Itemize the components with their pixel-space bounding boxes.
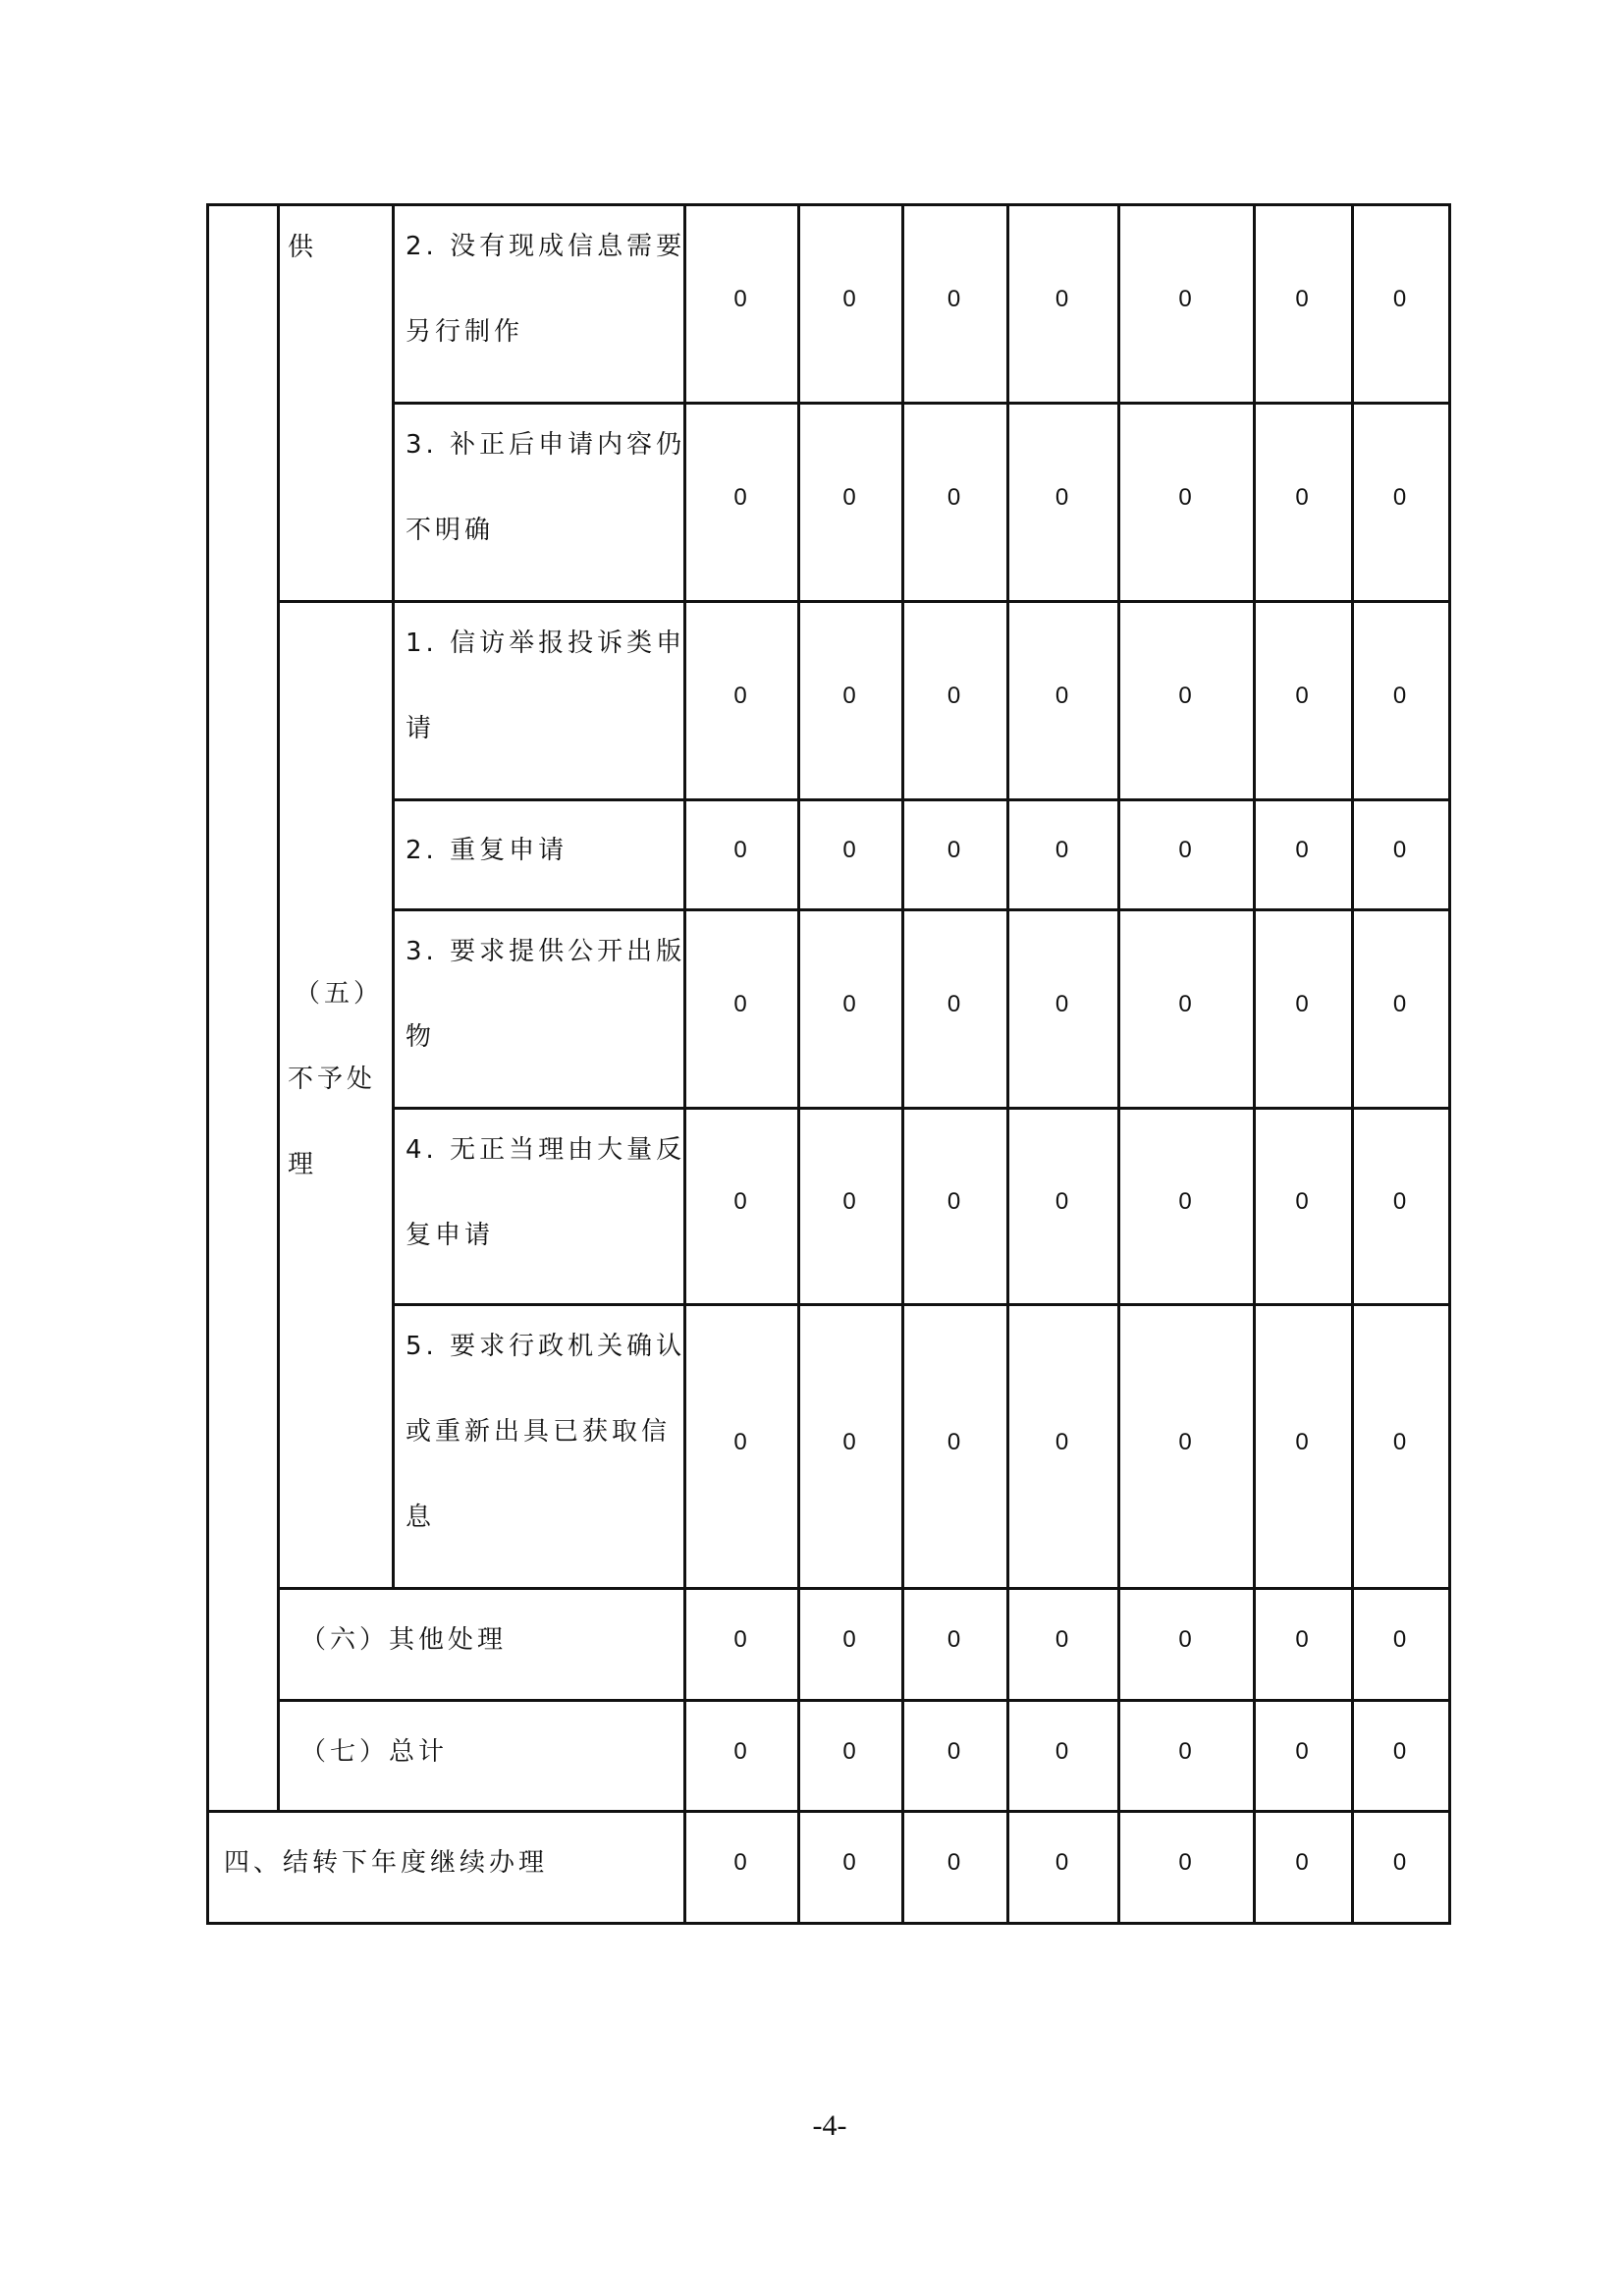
row-divider [277, 1699, 1448, 1702]
row-label: （七）总计 [300, 1736, 449, 1767]
table-cell-value: 0 [842, 683, 856, 709]
table-cell-value: 0 [1392, 1737, 1407, 1765]
table-cell-value: 0 [1392, 837, 1407, 863]
table-cell-value: 0 [947, 484, 961, 511]
group-label-not-processed: 理 [288, 1150, 318, 1179]
row-label: 物 [406, 1022, 436, 1052]
row-label: 四、结转下年度继续办理 [224, 1848, 549, 1878]
table-border-right [1448, 203, 1451, 1925]
table-cell-value: 0 [1178, 683, 1192, 709]
table-cell-value: 0 [1392, 286, 1407, 312]
table-cell-value: 0 [1295, 683, 1309, 709]
row-divider [392, 1303, 1448, 1306]
table-cell-value: 0 [1055, 286, 1069, 312]
table-cell-value: 0 [842, 1849, 856, 1876]
table-cell-value: 0 [947, 1428, 961, 1455]
table-cell-value: 0 [947, 837, 961, 863]
column-divider [1351, 203, 1354, 1922]
table-cell-value: 0 [842, 286, 856, 312]
column-divider [1006, 203, 1009, 1922]
table-cell-value: 0 [1178, 1626, 1192, 1653]
column-divider [901, 203, 904, 1922]
table-cell-value: 0 [1392, 484, 1407, 511]
table-cell-value: 0 [1178, 1737, 1192, 1765]
row-label: 息 [406, 1503, 436, 1532]
table-cell-value: 0 [842, 837, 856, 863]
row-label: 2. 重复申请 [406, 836, 568, 865]
table-cell-value: 0 [1178, 484, 1192, 511]
table-cell-value: 0 [842, 1428, 856, 1455]
row-label: 3. 补正后申请内容仍 [406, 430, 686, 460]
group-label-not-processed: 不予处 [288, 1065, 377, 1094]
table-cell-value: 0 [1295, 837, 1309, 863]
table-cell-value: 0 [1295, 484, 1309, 511]
table-cell-value: 0 [947, 1626, 961, 1653]
table-cell-value: 0 [947, 1188, 961, 1215]
table-cell-value: 0 [733, 837, 747, 863]
table-border-bottom [206, 1922, 1451, 1925]
table-cell-value: 0 [733, 1737, 747, 1765]
row-label: 1. 信访举报投诉类申 [406, 629, 686, 658]
row-label: 或重新出具已获取信 [406, 1417, 672, 1447]
table-cell-value: 0 [1295, 1428, 1309, 1455]
row-label: 3. 要求提供公开出版 [406, 937, 686, 966]
table-cell-value: 0 [733, 1626, 747, 1653]
row-label: 4. 无正当理由大量反 [406, 1135, 686, 1165]
table-cell-value: 0 [1392, 1849, 1407, 1876]
table-cell-value: 0 [1178, 991, 1192, 1017]
table-cell-value: 0 [1178, 1428, 1192, 1455]
row-divider [277, 1587, 1448, 1590]
row-divider [206, 1810, 1448, 1813]
table-cell-value: 0 [733, 1428, 747, 1455]
table-cell-value: 0 [1055, 991, 1069, 1017]
table-cell-value: 0 [1178, 286, 1192, 312]
group-label-not-processed: （五） [295, 979, 384, 1009]
table-cell-value: 0 [1392, 1626, 1407, 1653]
column-divider [683, 203, 686, 1922]
table-cell-value: 0 [947, 286, 961, 312]
table-cell-value: 0 [1178, 1849, 1192, 1876]
table-cell-value: 0 [1055, 1849, 1069, 1876]
table-cell-value: 0 [842, 991, 856, 1017]
table-cell-value: 0 [733, 1188, 747, 1215]
table-cell-value: 0 [842, 1626, 856, 1653]
table-cell-value: 0 [1178, 837, 1192, 863]
table-cell-value: 0 [1055, 1626, 1069, 1653]
table-cell-value: 0 [1055, 1188, 1069, 1215]
row-divider [392, 908, 1448, 911]
table-border-left [206, 203, 209, 1925]
table-cell-value: 0 [1055, 837, 1069, 863]
row-divider [392, 402, 1448, 405]
table-cell-value: 0 [947, 1849, 961, 1876]
group-label-provide: 供 [288, 233, 318, 262]
row-label: 请 [406, 714, 436, 743]
row-divider [277, 600, 1448, 603]
column-divider [797, 203, 800, 1922]
table-cell-value: 0 [733, 1849, 747, 1876]
table-cell-value: 0 [733, 286, 747, 312]
table-cell-value: 0 [1055, 484, 1069, 511]
row-label: （六）其他处理 [300, 1625, 508, 1655]
table-cell-value: 0 [1295, 1188, 1309, 1215]
table-cell-value: 0 [1392, 1428, 1407, 1455]
row-label: 不明确 [406, 516, 495, 545]
row-label: 另行制作 [406, 317, 524, 347]
row-divider [392, 1107, 1448, 1110]
column-divider [392, 203, 395, 1587]
table-cell-value: 0 [842, 484, 856, 511]
table-cell-value: 0 [733, 991, 747, 1017]
column-divider [1117, 203, 1120, 1922]
table-cell-value: 0 [1055, 1428, 1069, 1455]
table-cell-value: 0 [1055, 683, 1069, 709]
table-cell-value: 0 [1392, 1188, 1407, 1215]
row-divider [392, 798, 1448, 801]
table-cell-value: 0 [1295, 1737, 1309, 1765]
table-cell-value: 0 [1392, 683, 1407, 709]
page-number: -4- [812, 2109, 847, 2142]
table-cell-value: 0 [1295, 991, 1309, 1017]
table-cell-value: 0 [733, 683, 747, 709]
table-cell-value: 0 [947, 991, 961, 1017]
row-label: 2. 没有现成信息需要 [406, 232, 686, 261]
table-cell-value: 0 [733, 484, 747, 511]
row-label: 5. 要求行政机关确认 [406, 1332, 686, 1361]
table-cell-value: 0 [1178, 1188, 1192, 1215]
table-cell-value: 0 [947, 1737, 961, 1765]
table-cell-value: 0 [1295, 1626, 1309, 1653]
row-label: 复申请 [406, 1221, 495, 1250]
column-divider [1253, 203, 1256, 1922]
table-cell-value: 0 [1392, 991, 1407, 1017]
column-divider [277, 203, 280, 1810]
table-cell-value: 0 [1295, 1849, 1309, 1876]
table-cell-value: 0 [947, 683, 961, 709]
table-cell-value: 0 [1295, 286, 1309, 312]
table-cell-value: 0 [842, 1188, 856, 1215]
table-cell-value: 0 [842, 1737, 856, 1765]
table-cell-value: 0 [1055, 1737, 1069, 1765]
